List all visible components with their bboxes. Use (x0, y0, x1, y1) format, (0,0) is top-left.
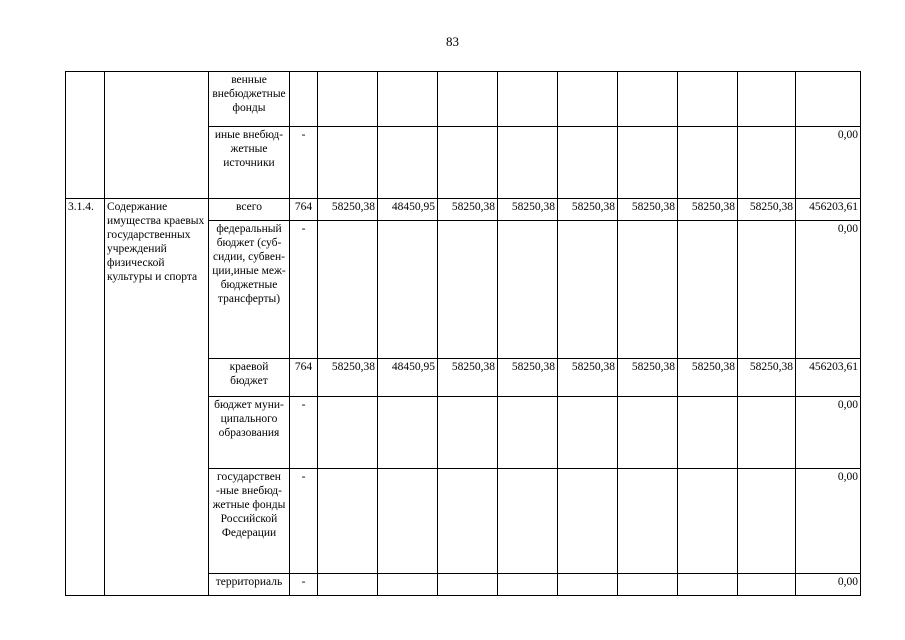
value-cell (438, 72, 498, 127)
code-cell: 764 (290, 199, 318, 221)
funding-source: всего (209, 199, 290, 221)
total-cell: 456203,61 (796, 199, 861, 221)
value-cell (498, 397, 558, 469)
value-cell (438, 221, 498, 359)
funding-source: венные внебюджетные фонды (209, 72, 290, 127)
value-cell (438, 574, 498, 596)
budget-table-body (66, 72, 861, 596)
total-cell: 0,00 (796, 397, 861, 469)
value-cell (378, 397, 438, 469)
value-cell (498, 221, 558, 359)
code-cell (290, 72, 318, 127)
value-cell (558, 397, 618, 469)
value-cell (678, 574, 738, 596)
funding-source: федеральный бюджет (суб-сидии, субвен-ции,иные меж-бюджетные трансферты) (209, 221, 290, 359)
item-number-cell (66, 72, 105, 199)
value-cell: 58250,38 (498, 199, 558, 221)
total-cell (796, 72, 861, 127)
value-cell (558, 221, 618, 359)
funding-source: краевой бюджет (209, 359, 290, 397)
funding-source: бюджет муни-ципального образования (209, 397, 290, 469)
value-cell (738, 127, 796, 199)
value-cell: 58250,38 (678, 359, 738, 397)
value-cell (378, 127, 438, 199)
value-cell (678, 127, 738, 199)
code-cell: - (290, 127, 318, 199)
value-cell: 58250,38 (738, 199, 796, 221)
value-cell (738, 221, 796, 359)
code-cell: 764 (290, 359, 318, 397)
value-cell (438, 469, 498, 574)
item-title: Содержание имущества краевых государственных учреждений физической культуры и спорта (105, 199, 209, 596)
total-cell: 0,00 (796, 127, 861, 199)
value-cell (558, 469, 618, 574)
value-cell (678, 469, 738, 574)
funding-source: территориаль (209, 574, 290, 596)
table-row (66, 199, 861, 221)
value-cell: 58250,38 (558, 359, 618, 397)
total-cell: 0,00 (796, 221, 861, 359)
value-cell (678, 397, 738, 469)
value-cell (318, 574, 378, 596)
value-cell (438, 127, 498, 199)
value-cell (378, 72, 438, 127)
value-cell (378, 574, 438, 596)
value-cell (318, 72, 378, 127)
value-cell (618, 574, 678, 596)
code-cell: - (290, 574, 318, 596)
budget-table (65, 71, 861, 596)
value-cell (378, 469, 438, 574)
value-cell (318, 221, 378, 359)
total-cell: 0,00 (796, 574, 861, 596)
value-cell (678, 72, 738, 127)
value-cell (558, 72, 618, 127)
value-cell (318, 469, 378, 574)
value-cell (738, 469, 796, 574)
value-cell: 58250,38 (678, 199, 738, 221)
value-cell: 58250,38 (498, 359, 558, 397)
value-cell (618, 397, 678, 469)
total-cell: 0,00 (796, 469, 861, 574)
value-cell (738, 397, 796, 469)
value-cell (558, 127, 618, 199)
value-cell: 58250,38 (738, 359, 796, 397)
value-cell: 48450,95 (378, 359, 438, 397)
value-cell (498, 72, 558, 127)
value-cell: 58250,38 (618, 359, 678, 397)
value-cell (618, 127, 678, 199)
value-cell (498, 574, 558, 596)
table-row (66, 72, 861, 127)
value-cell (318, 127, 378, 199)
code-cell: - (290, 221, 318, 359)
value-cell (738, 72, 796, 127)
item-title-cell (105, 72, 209, 199)
value-cell: 58250,38 (618, 199, 678, 221)
value-cell (498, 469, 558, 574)
page-number: 83 (446, 34, 459, 49)
value-cell: 58250,38 (318, 199, 378, 221)
value-cell (318, 397, 378, 469)
value-cell (378, 221, 438, 359)
value-cell (618, 72, 678, 127)
value-cell (438, 397, 498, 469)
total-cell: 456203,61 (796, 359, 861, 397)
code-cell: - (290, 397, 318, 469)
item-number: 3.1.4. (66, 199, 105, 596)
value-cell: 58250,38 (318, 359, 378, 397)
value-cell: 58250,38 (438, 199, 498, 221)
value-cell (738, 574, 796, 596)
value-cell (618, 469, 678, 574)
value-cell: 58250,38 (558, 199, 618, 221)
value-cell (678, 221, 738, 359)
funding-source: государствен -ные внебюд-жетные фонды Российской Федерации (209, 469, 290, 574)
value-cell: 48450,95 (378, 199, 438, 221)
value-cell: 58250,38 (438, 359, 498, 397)
code-cell: - (290, 469, 318, 574)
value-cell (498, 127, 558, 199)
value-cell (618, 221, 678, 359)
value-cell (558, 574, 618, 596)
funding-source: иные внебюд-жетные источники (209, 127, 290, 199)
